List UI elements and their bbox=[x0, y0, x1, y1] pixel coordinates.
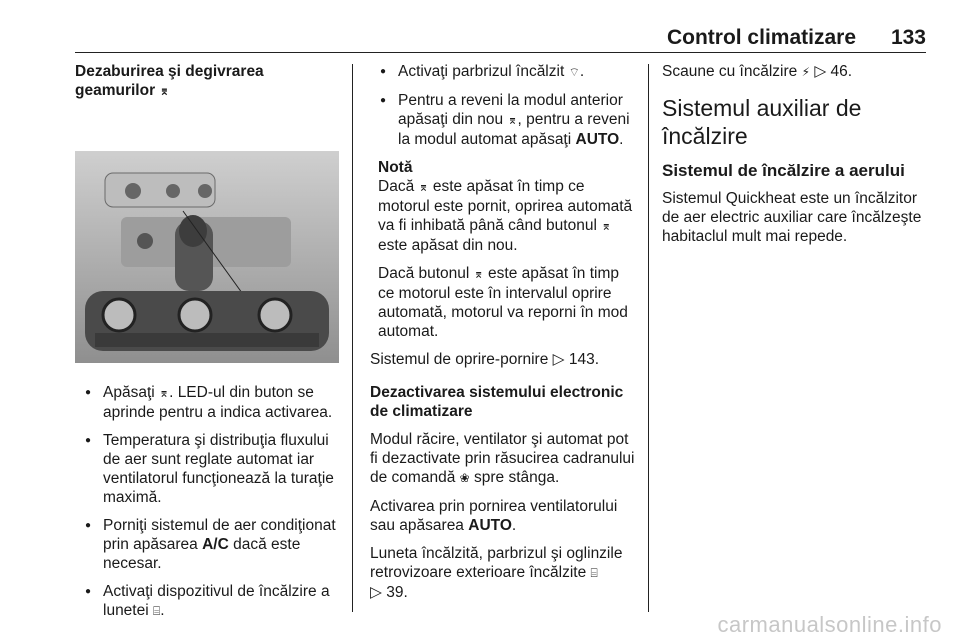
note-paragraph: Dacă ⌆ este apăsat în timp ce motorul este pornit, oprirea automată va fi inhibată până când butonul ⌆ este apăsat din nou. bbox=[378, 178, 633, 254]
instruction-list bbox=[75, 383, 340, 621]
main-heading: Sistemul auxiliar de încălzire bbox=[662, 95, 862, 149]
section-heading: Dezaburirea şi degivrarea geamurilor ⌆ bbox=[75, 63, 264, 99]
note-title: Notă bbox=[378, 159, 413, 176]
rear-window-heater-icon: ⌸ bbox=[152, 604, 161, 618]
sub-heading: Sistemul de încălzire a aerului bbox=[662, 161, 905, 180]
climate-control-panel-photo bbox=[75, 151, 339, 363]
fan-icon: ❀ bbox=[459, 471, 470, 485]
instruction-list bbox=[370, 62, 636, 149]
paragraph: Luneta încălzită, parbrizul şi oglinzile retrovizoare exterioare încălzite ⌸ ▷ 39. bbox=[370, 545, 623, 601]
defrost-icon: ⌆ bbox=[601, 219, 612, 233]
list-item: ● Activaţi dispozitivul de încălzire a lunetei ⌸. bbox=[75, 582, 340, 621]
column-1 bbox=[75, 62, 340, 630]
defrost-icon: ⌆ bbox=[159, 386, 170, 400]
section-heading: Dezactivarea sistemului electronic de climatizare bbox=[370, 384, 624, 420]
list-item: ● Temperatura şi distribuţia fluxului de aer sunt reglate automat iar ventilatorul funcţionează la turaţie maximă. bbox=[75, 431, 340, 507]
heated-seat-icon: ⚡ bbox=[801, 65, 811, 79]
column-divider bbox=[352, 64, 353, 612]
list-item: ● Pentru a reveni la modul anterior apăsaţi din nou ⌆, pentru a reveni la modul automat apăsaţi AUTO. bbox=[370, 91, 636, 149]
list-item: ● Activaţi parbrizul încălzit ⌔. bbox=[370, 62, 636, 82]
defrost-icon: ⌆ bbox=[507, 113, 518, 127]
seats-reference: Scaune cu încălzire ⚡ ▷ 46. bbox=[662, 63, 853, 80]
page-number: 133 bbox=[890, 26, 926, 49]
note-block bbox=[370, 158, 636, 341]
defrost-icon: ⌆ bbox=[473, 267, 484, 281]
watermark: carmanualsonline.info bbox=[717, 612, 942, 637]
heated-windscreen-icon: ⌔ bbox=[568, 65, 580, 79]
note-paragraph: Dacă butonul ⌆ este apăsat în timp ce motorul este în intervalul oprire automată, motorul va reporni în mod automat. bbox=[378, 265, 628, 340]
column-2 bbox=[370, 62, 636, 611]
page-title: Control climatizare bbox=[666, 26, 856, 49]
reference-arrow-icon: ▷ bbox=[814, 63, 827, 80]
paragraph: Activarea prin pornirea ventilatorului sau apăsarea AUTO. bbox=[370, 498, 618, 534]
defrost-icon: ⌆ bbox=[159, 84, 170, 98]
reference-arrow-icon: ▷ bbox=[552, 351, 565, 368]
list-item: ● Porniţi sistemul de aer condiţionat prin apăsarea A/C dacă este necesar. bbox=[75, 516, 340, 573]
column-3 bbox=[662, 62, 932, 255]
stop-start-reference: Sistemul de oprire-pornire ▷ 143. bbox=[370, 351, 600, 368]
list-item: ● Apăsaţi ⌆. LED-ul din buton se aprinde pentru a indica activarea. bbox=[75, 383, 340, 422]
defrost-icon: ⌆ bbox=[418, 180, 429, 194]
rear-window-heater-icon: ⌸ bbox=[590, 566, 598, 580]
page-header bbox=[75, 26, 926, 53]
paragraph: Sistemul Quickheat este un încălzitor de aer electric auxiliar care încălzeşte habitaclul mult mai repede. bbox=[662, 190, 922, 245]
reference-arrow-icon: ▷ bbox=[370, 584, 382, 601]
paragraph: Modul răcire, ventilator şi automat pot fi dezactivate prin răsucirea cadranului de comandă ❀ spre stânga. bbox=[370, 431, 635, 486]
column-divider bbox=[648, 64, 649, 612]
